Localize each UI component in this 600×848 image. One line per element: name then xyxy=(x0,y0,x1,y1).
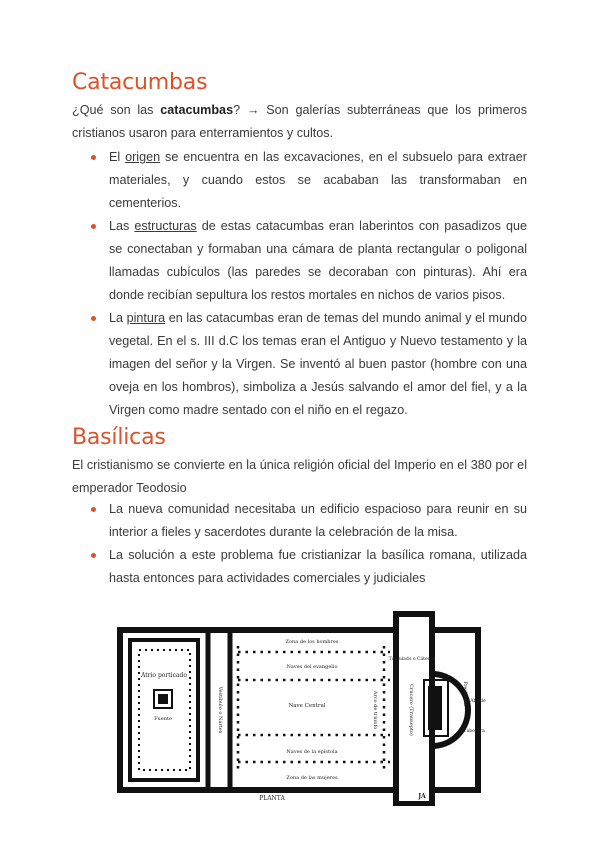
basilica-floor-plan xyxy=(112,602,497,806)
term-pintura: pintura xyxy=(126,311,166,325)
atrium-columns xyxy=(139,650,190,770)
men-aisle-label: Zona de los hombres xyxy=(285,639,339,645)
narthex-label: Vestíbulo o Nártex xyxy=(217,686,223,734)
fountain-icon-core xyxy=(158,694,168,704)
cathedra-label: Tumulado o Cátedra xyxy=(388,657,436,662)
altar-block xyxy=(428,686,442,730)
catacumbas-heading: Catacumbas xyxy=(72,70,208,95)
apse-label: Ábside xyxy=(470,699,486,704)
catacumbas-bullet-list xyxy=(72,146,527,422)
plan-caption: PLANTA xyxy=(259,795,285,802)
fountain-label: Fuente xyxy=(154,716,172,722)
intro-bold-term: catacumbas xyxy=(160,103,234,117)
list-item: El origen se encuentra en las excavaciones, en el subsuelo para extraer materiales, y cuando estos se acababan las transformaban en cementerios. xyxy=(72,146,527,215)
transept-label: Crucero (Transepto) xyxy=(408,684,414,736)
basilicas-intro: El cristianismo se convierte en la única religión oficial del Imperio en el 380 por el emperador Teodosio xyxy=(72,458,527,495)
atrium-inner-wall xyxy=(130,640,198,780)
intro-text-end: ? → Son galerías subterráneas que los primeros cristianos usaron para enterramientos y cultos. xyxy=(72,103,527,140)
list-item: La nueva comunidad necesitaba un edificio espacioso para reunir en su interior a fieles y sacerdotes durante la celebración de la misa. xyxy=(72,498,527,544)
basilicas-heading: Basílicas xyxy=(72,425,166,450)
epistle-aisle-label: Naves de la epístola xyxy=(286,749,338,755)
catacumbas-intro xyxy=(72,99,527,145)
list-item: La solución a este problema fue cristianizar la basílica romana, utilizada hasta entonces para actividades comerciales y judiciales xyxy=(72,544,527,590)
women-aisle-label: Zona de las mujeres xyxy=(286,775,338,781)
list-item: Las estructuras de estas catacumbas eran laberintos con pasadizos que se conectaban y formaban una cámara de planta rectangular o poligonal llamadas cubículos (las paredes se decoraban con pinturas). Ahí era donde recibían sepultura los restos mortales en nichos de varios pisos. xyxy=(72,215,527,307)
intro-text-start: ¿Qué son las xyxy=(72,103,161,117)
term-estructuras: estructuras xyxy=(134,219,197,233)
corner-tag: JA xyxy=(418,793,426,800)
triumphal-arch-label: Arco de triunfo xyxy=(372,690,378,730)
chevet-label: Cabecera xyxy=(463,729,485,734)
presbytery-label: Presbiterio xyxy=(462,681,467,707)
atrium-label: Atrio porticado xyxy=(141,672,187,679)
central-nave-label: Nave Central xyxy=(288,703,326,709)
list-item: La pintura en las catacumbas eran de temas del mundo animal y el mundo vegetal. En el s. III d.C los temas eran el Antiguo y Nuevo testamento y la imagen del señor y la Virgen. Se inventó al buen pastor (hombre con una oveja en los hombros), simboliza a Jesús salvando el amor del fiel, y a la Virgen como madre sentado con el niño en el regazo. xyxy=(72,307,527,422)
gospel-aisle-label: Naves del evangelio xyxy=(286,664,338,670)
basilicas-bullet-list xyxy=(72,498,527,590)
term-origen: origen xyxy=(125,150,161,164)
